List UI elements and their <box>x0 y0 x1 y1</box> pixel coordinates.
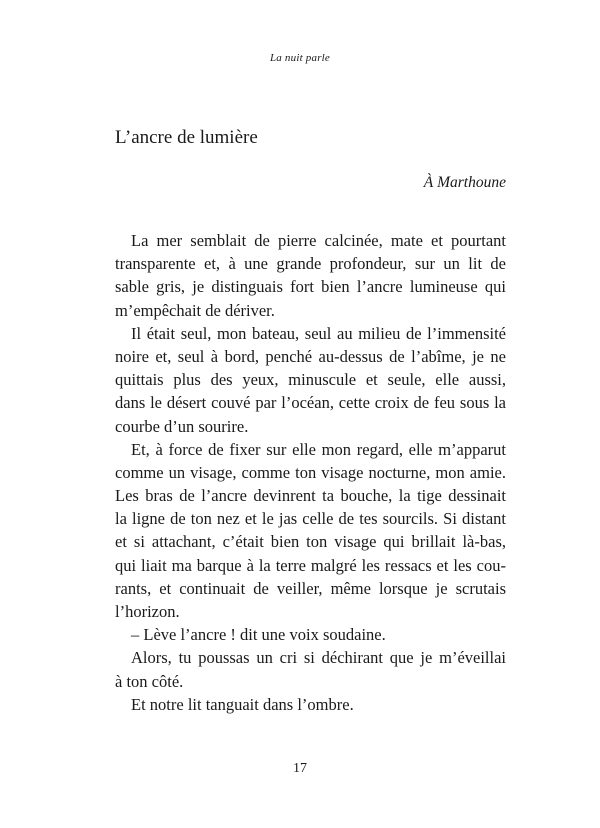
text-line-content: rants, et continuait de veiller, même lorsque je scrutais <box>115 578 506 598</box>
text-line-content: m’empêchait de dériver. <box>115 300 275 320</box>
text-line-content: – Lève l’ancre ! dit une voix soudaine. <box>131 625 386 645</box>
text-line <box>115 322 506 345</box>
running-head: La nuit parle <box>269 52 331 64</box>
text-line <box>115 507 506 530</box>
text-line-content: Et, à force de fixer sur elle mon regard, elle m’apparut <box>131 439 506 459</box>
text-line <box>115 600 506 623</box>
text-line-content: sable gris, je distinguais fort bien l’ancre lumineuse qui <box>115 277 506 297</box>
text-line-content: Et notre lit tanguait dans l’ombre. <box>131 694 354 714</box>
text-line-content: à ton côté. <box>115 671 184 691</box>
text-line-content: Alors, tu poussas un cri si déchirant que je m’éveillai <box>131 648 506 668</box>
text-line-content: transparente et, à une grande profondeur, sur un lit de <box>115 254 506 274</box>
text-line <box>115 252 506 275</box>
dedication: À Marthoune <box>423 174 506 191</box>
text-line-content: noire et, seul à bord, penché au-dessus de l’abîme, je ne <box>115 346 506 366</box>
text-line-content: qui liait ma barque à la terre malgré les ressacs et les cou- <box>115 555 506 575</box>
text-line-content: l’horizon. <box>115 602 180 621</box>
text-line-content: courbe d’un sourire. <box>115 416 249 436</box>
text-line <box>115 577 506 600</box>
body-text <box>115 229 506 716</box>
text-line <box>115 623 506 646</box>
text-line-content: Il était seul, mon bateau, seul au milieu de l’immensité <box>131 323 506 343</box>
chapter-title: L’ancre de lumière <box>115 127 258 148</box>
text-line-content: Les bras de l’ancre devinrent ta bouche, la tige dessinait <box>115 486 506 506</box>
text-line-content: dans le désert couvé par l’océan, cette croix de feu sous la <box>115 393 506 413</box>
text-line <box>115 646 506 669</box>
text-line-content: La mer semblait de pierre calcinée, mate et pourtant <box>131 231 506 250</box>
text-line-content: et si attachant, c’était bien ton visage qui brillait là-bas, <box>115 532 506 552</box>
text-line-content: quittais plus des yeux, minuscule et seule, elle aussi, <box>115 370 506 390</box>
text-line <box>115 229 506 252</box>
page-number: 17 <box>293 761 307 776</box>
text-line <box>115 415 506 438</box>
text-line <box>115 368 506 391</box>
text-line <box>115 530 506 553</box>
text-line <box>115 461 506 484</box>
text-line <box>115 275 506 298</box>
text-line <box>115 391 506 414</box>
text-line <box>115 438 506 461</box>
text-line-content: la ligne de ton nez et le jas celle de tes sourcils. Si distant <box>115 509 506 529</box>
text-line <box>115 670 506 693</box>
text-line <box>115 345 506 368</box>
text-line <box>115 554 506 577</box>
text-line-content: comme un visage, comme ton visage nocturne, mon amie. <box>115 462 506 482</box>
text-line <box>115 693 506 716</box>
text-line <box>115 484 506 507</box>
text-line <box>115 299 506 322</box>
